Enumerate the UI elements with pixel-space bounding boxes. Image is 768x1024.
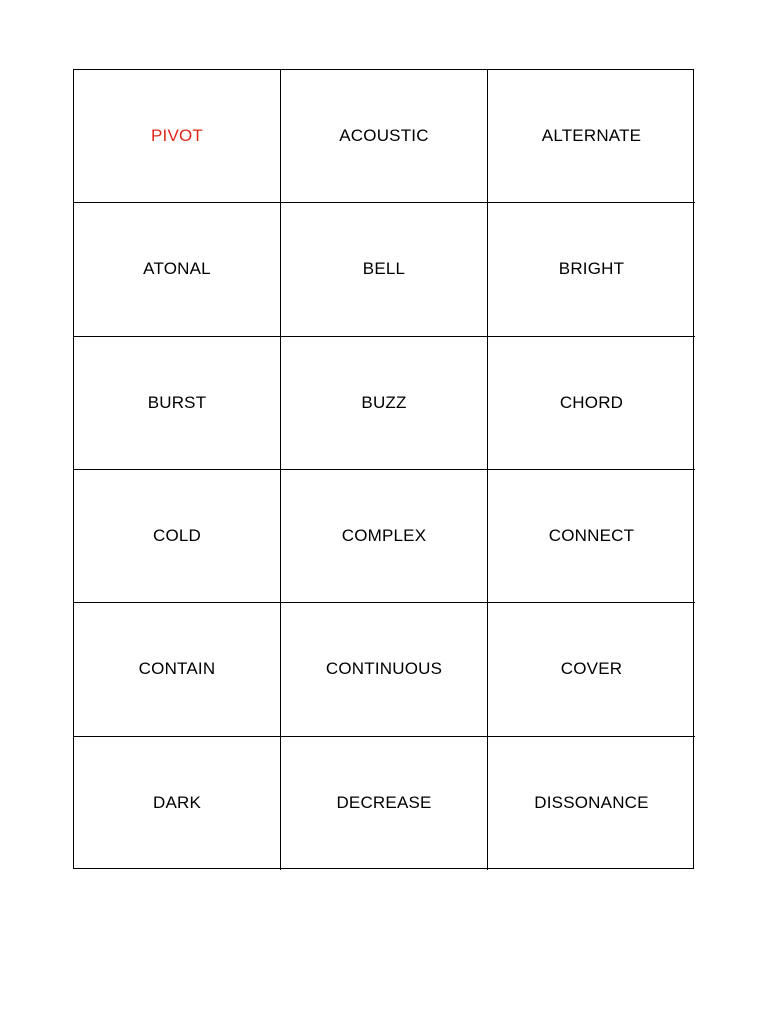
word-card-burst: BURST — [74, 337, 281, 470]
word-card-bright: BRIGHT — [488, 203, 695, 336]
word-card-connect: CONNECT — [488, 470, 695, 603]
word-card-alternate: ALTERNATE — [488, 70, 695, 203]
word-card-contain: CONTAIN — [74, 603, 281, 736]
word-card-cover: COVER — [488, 603, 695, 736]
word-card-bell: BELL — [281, 203, 488, 336]
word-card-buzz: BUZZ — [281, 337, 488, 470]
word-card-continuous: CONTINUOUS — [281, 603, 488, 736]
word-card-dissonance: DISSONANCE — [534, 793, 649, 813]
word-card-atonal: ATONAL — [74, 203, 281, 336]
word-card-decrease: DECREASE — [281, 737, 488, 870]
word-card-dark: DARK — [74, 737, 281, 870]
word-card-complex: COMPLEX — [281, 470, 488, 603]
word-card-chord: CHORD — [488, 337, 695, 470]
word-card-cold: COLD — [74, 470, 281, 603]
word-card-acoustic: ACOUSTIC — [281, 70, 488, 203]
word-card-pivot: PIVOT — [74, 70, 281, 203]
word-card-grid — [73, 69, 694, 869]
